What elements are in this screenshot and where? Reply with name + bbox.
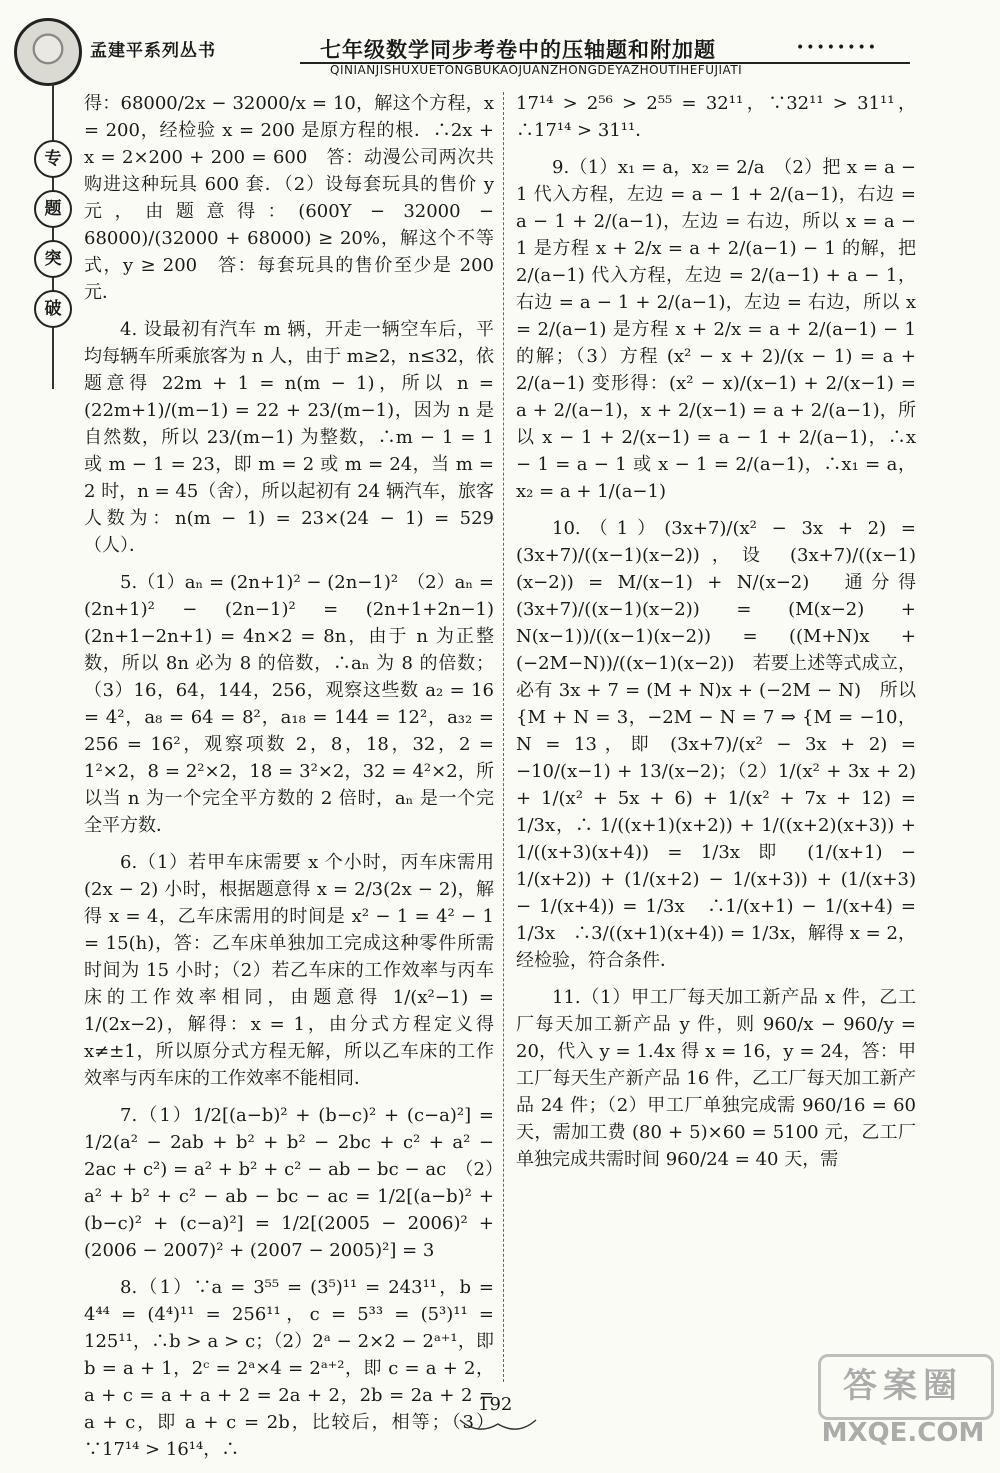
answer-5: 5.（1）aₙ = (2n+1)² − (2n−1)² （2）aₙ = (2n+1)² − (2n−1)² = (2n+1+2n−1)(2n+1−2n+1) = 4n×2 = 8n，由于 n 为正整数，所以 8n 必为 8 的倍数，∴aₙ 为 8 的倍数；（3）16，64，144，256，观察这些数 a₂ = 16 = 4²，a₈ = 64 = 8²，a₁₈ = 144 = 12²，a₃₂ = 256 = 16²，观察项数 2，8，18，32，2 = 1²×2，8 = 2²×2，18 = 3²×2，32 = 4²×2，所以当 n 为一个完全平方数的 2 倍时，aₙ 是一个完全平方数． (84, 572, 494, 836)
answer-10: 10.（1）(3x+7)/(x² − 3x + 2) = (3x+7)/((x−1)(x−2))，设 (3x+7)/((x−1)(x−2)) = M/(x−1) + N/(x−2) 通分得 (3x+7)/((x−1)(x−2)) = (M(x−2) + N(x−1))/((x−1)(x−2)) = ((M+N)x + (−2M−N))/((x−1)(x−2)) 若要上述等式成立，必有 3x + 7 = (M + N)x + (−2M − N) 所以 {M + N = 3，−2M − N = 7 ⇒ {M = −10，N = 13，即 (3x+7)/(x² − 3x + 2) = −10/(x−1) + 13/(x−2)；（2）1/(x² + 3x + 2) + 1/(x² + 5x + 6) + 1/(x² + 7x + 12) = 1/3x，∴ 1/((x+1)(x+2)) + 1/((x+2)(x+3)) + 1/((x+3)(x+4)) = 1/3x 即 (1/(x+1) − 1/(x+2)) + (1/(x+2) − 1/(x+3)) + (1/(x+3) − 1/(x+4)) = 1/3x ∴1/(x+1) − 1/(x+4) = 1/3x ∴3/((x+1)(x+4)) = 1/3x，解得 x = 2，经检验，符合条件． (516, 518, 916, 971)
watermark-text: 答案圈 (843, 1366, 963, 1406)
side-rule (52, 84, 54, 389)
page-number: 192 (478, 1394, 513, 1415)
answer-8: 8.（1）∵a = 3⁵⁵ = (3⁵)¹¹ = 243¹¹，b = 4⁴⁴ = (4⁴)¹¹ = 256¹¹，c = 5³³ = (5³)¹¹ = 125¹¹，∴b > a > c；（2）2ᵃ − 2×2 − 2ᵃ⁺¹，即 b = a + 1，2ᶜ = 2ᵃ×4 = 2ᵃ⁺²，即 c = a + 2，a + c = a + a + 2 = 2a + 2，2b = 2a + 2 = a + c，即 a + c = 2b，比较后，相等；（3）∵17¹⁴ > 16¹⁴，∴ (84, 1277, 494, 1460)
title-pinyin: QINIANJISHUXUETONGBUKAOJUANZHONGDEYAZHOUTIHEFUJIATI (330, 63, 743, 77)
watermark (818, 1354, 988, 1450)
left-column (84, 90, 494, 1473)
column-divider (503, 92, 504, 1382)
answer-6: 6.（1）若甲车床需要 x 个小时，丙车床需用 (2x − 2) 小时，根据题意得 x = 2/3(2x − 2)，解得 x = 4，乙车床需用的时间是 x² − 1 = 4² − 1 = 15(h)，答：乙车床单独加工完成这种零件所需时间为 15 小时；（2）若乙车床的工作效率与丙车床的工作效率相同，由题意得 1/(x²−1) = 1/(2x−2)，解得：x = 1，由分式方程定义得 x≠±1，所以原分式方程无解，所以乙车床的工作效率与丙车床的工作效率不能相同． (84, 852, 495, 1089)
answer-8-continued: 17¹⁴ > 2⁵⁶ > 2⁵⁵ = 32¹¹，∵32¹¹ > 31¹¹，∴17¹⁴ > 31¹¹． (516, 93, 916, 141)
decorative-dots: •••••••• (796, 40, 879, 56)
answer-7: 7.（1）1/2[(a−b)² + (b−c)² + (c−a)²] = 1/2(a² − 2ab + b² + b² − 2bc + c² + a² − 2ac + c²) = a² + b² + c² − ab − bc − ac （2）a² + b² + c² − ab − bc − ac = 1/2[(a−b)² + (b−c)² + (c−a)²] = 1/2[(2005 − 2006)² + (2006 − 2007)² + (2007 − 2005)²] = 3 (84, 1105, 494, 1261)
side-badge-2: 题 (34, 190, 72, 228)
side-badge-4: 破 (34, 290, 72, 328)
series-logo-icon (14, 18, 82, 86)
right-column (516, 90, 916, 1183)
book-title: 七年级数学同步考卷中的压轴题和附加题 (320, 37, 716, 62)
watermark-url: MXQE.COM (821, 1418, 985, 1448)
side-badge-3: 突 (34, 240, 72, 278)
answer-9: 9.（1）x₁ = a，x₂ = 2/a （2）把 x = a − 1 代入方程，左边 = a − 1 + 2/(a−1)，右边 = a − 1 + 2/(a−1)，左边 = 右边，所以 x = a − 1 是方程 x + 2/x = a + 2/(a−1) − 1 的解，把 2/(a−1) 代入方程，左边 = 2/(a−1) + a − 1，右边 = a − 1 + 2/(a−1)，左边 = 右边，所以 x = 2/(a−1) 是方程 x + 2/x = a + 2/(a−1) − 1 的解；（3）方程 (x² − x + 2)/(x − 1) = a + 2/(a−1) 变形得：(x² − x)/(x−1) + 2/(x−1) = a + 2/(a−1)，x + 2/(x−1) = a + 2/(a−1)，所以 x − 1 + 2/(x−1) = a − 1 + 2/(a−1)，∴x − 1 = a − 1 或 x − 1 = 2/(a−1)，∴x₁ = a，x₂ = a + 1/(a−1) (516, 157, 916, 502)
answer-4: 4. 设最初有汽车 m 辆，开走一辆空车后，平均每辆车所乘旅客为 n 人，由于 m≥2，n≤32，依题意得 22m + 1 = n(m − 1)，所以 n = (22m+1)/(m−1) = 22 + 23/(m−1)，因为 n 是自然数，所以 23/(m−1) 为整数，∴m − 1 = 1 或 m − 1 = 23，即 m = 2 或 m = 24，当 m = 2 时，n = 45（舍），所以起初有 24 辆汽车，旅客人数为：n(m − 1) = 23×(24 − 1) = 529（人）． (84, 319, 494, 556)
answer-11: 11.（1）甲工厂每天加工新产品 x 件，乙工厂每天加工新产品 y 件，则 960/x − 960/y = 20，代入 y = 1.4x 得 x = 16，y = 24，答：甲工厂每天生产新产品 16 件，乙工厂每天加工新产品 24 件；（2）甲工厂单独完成需 960/16 = 60 天，需加工费 (80 + 5)×60 = 5100 元，乙工厂单独完成共需时间 960/24 = 40 天，需 (516, 987, 916, 1170)
series-name: 孟建平系列丛书 (90, 41, 216, 61)
side-badge-1: 专 (34, 140, 72, 178)
page-header (0, 0, 1000, 86)
answer-3-continued: 得：68000/2x − 32000/x = 10，解这个方程，x = 200，经检验 x = 200 是原方程的根．∴2x + x = 2×200 + 200 = 600 答：动漫公司两次共购进这种玩具 600 套．（2）设每套玩具的售价 y 元，由题意得：(600Y − 32000 − 68000)/(32000 + 68000) ≥ 20%，解这个不等式，y ≥ 200 答：每套玩具的售价至少是 200 元． (84, 93, 494, 303)
page-ornament-icon (458, 1414, 538, 1438)
